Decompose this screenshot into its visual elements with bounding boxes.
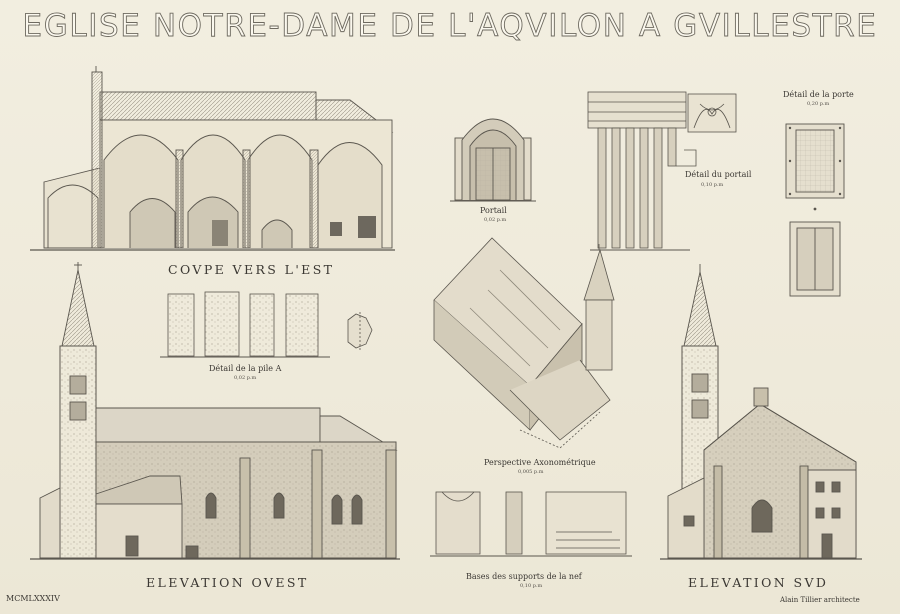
section-label: COVPE VERS L'EST (168, 262, 335, 277)
door-detail-drawing (786, 124, 844, 296)
pier-detail-drawing (160, 292, 372, 357)
portal-label: Portail (480, 206, 507, 215)
nave-bases-scale: 0,10 p.m (520, 583, 543, 589)
nave-bases-label: Bases des supports de la nef (466, 572, 582, 581)
south-elevation-drawing (660, 264, 862, 559)
south-elevation-label: ELEVATION SVD (688, 575, 829, 590)
portal-drawing (450, 119, 536, 201)
section-drawing (30, 66, 395, 250)
date-numeral: MCMLXXXIV (6, 594, 60, 603)
door-detail-label: Détail de la porte (783, 90, 854, 99)
sheet-title: EGLISE NOTRE-DAME DE L'AQVILON A GVILLESTRE (22, 8, 878, 44)
architect-signature: Alain Tillier architecte (780, 596, 860, 604)
axonometric-label: Perspective Axonométrique (484, 458, 596, 467)
door-detail-scale: 0,20 p.m (807, 101, 830, 107)
axonometric-scale: 0,005 p.m (518, 469, 544, 475)
axonometric-drawing (434, 238, 614, 448)
pier-detail-scale: 0,02 p.m (234, 375, 257, 381)
pier-detail-label: Détail de la pile A (209, 364, 282, 373)
portal-detail-scale: 0,10 p.m (701, 182, 724, 188)
nave-bases-drawing (430, 492, 632, 556)
portal-scale: 0,02 p.m (484, 217, 507, 223)
portal-detail-label: Détail du portail (685, 170, 752, 179)
west-elevation-label: ELEVATION OVEST (146, 575, 309, 590)
